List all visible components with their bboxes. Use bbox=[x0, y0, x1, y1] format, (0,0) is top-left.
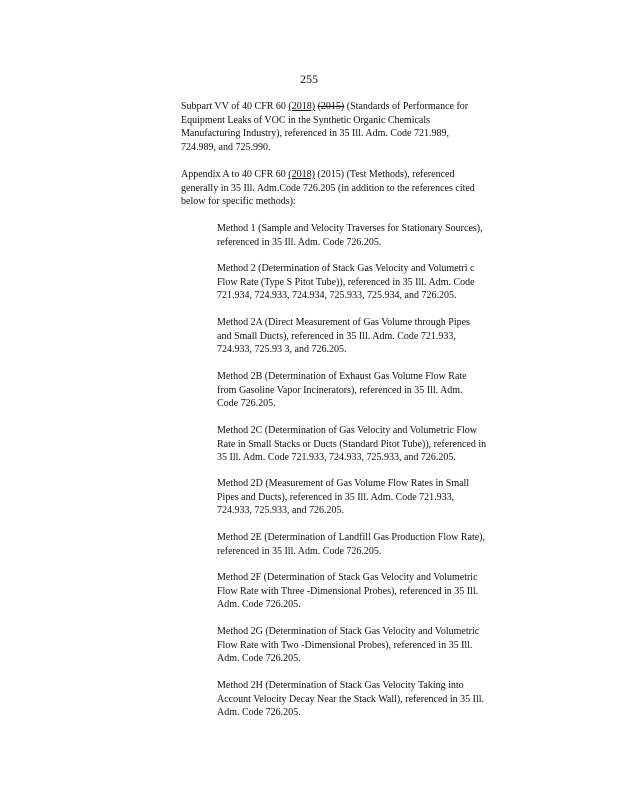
paragraph-line: Manufacturing Industry), referenced in 35 Ill. Adm. Code 721.989, bbox=[181, 128, 449, 140]
paragraph-line: Pipes and Ducts), referenced in 35 Ill. Adm. Code 721.933, bbox=[217, 491, 455, 503]
method-2-paragraph bbox=[217, 262, 539, 303]
paragraph-line: below for specific methods): bbox=[181, 196, 296, 208]
text: (2015) (Test Methods), referenced bbox=[314, 169, 455, 180]
page-number: 255 bbox=[300, 72, 318, 86]
paragraph-line: Method 2B (Determination of Exhaust Gas Volume Flow Rate bbox=[217, 371, 467, 382]
subpart-vv-paragraph bbox=[181, 100, 531, 154]
paragraph-line: Flow Rate with Two -Dimensional Probes), referenced in 35 Ill. bbox=[217, 639, 473, 651]
paragraph-line: Method 2H (Determination of Stack Gas Velocity Taking into bbox=[217, 680, 464, 691]
paragraph-line: Method 2C (Determination of Gas Velocity and Volumetric Flow bbox=[217, 425, 477, 436]
method-2g-paragraph bbox=[217, 625, 539, 666]
paragraph-line: Equipment Leaks of VOC in the Synthetic Organic Chemicals bbox=[181, 114, 431, 126]
method-2c-paragraph bbox=[217, 424, 539, 465]
method-2e-paragraph bbox=[217, 531, 539, 558]
method-2d-paragraph bbox=[217, 477, 539, 518]
paragraph-line bbox=[181, 168, 531, 182]
paragraph-line: and Small Ducts), referenced in 35 Ill. Adm. Code 721.933, bbox=[217, 330, 456, 342]
text: Appendix A to 40 CFR 60 bbox=[181, 169, 289, 180]
paragraph-line: Method 1 (Sample and Velocity Traverses for Stationary Sources), bbox=[217, 223, 483, 234]
paragraph-line: Adm. Code 726.205. bbox=[217, 653, 301, 665]
paragraph-line: Method 2E (Determination of Landfill Gas Production Flow Rate), bbox=[217, 532, 486, 543]
paragraph-line: 35 Ill. Adm. Code 721.933, 724.933, 725.933, and 726.205. bbox=[217, 452, 456, 464]
method-1-paragraph bbox=[217, 222, 539, 249]
method-2f-paragraph bbox=[217, 571, 539, 612]
paragraph-line: Flow Rate (Type S Pitot Tube)), referenced in 35 Ill. Adm. Code bbox=[217, 276, 475, 288]
paragraph-line: 724.933, 725.933, and 726.205. bbox=[217, 505, 344, 517]
paragraph-line: 721.934, 724.933, 724.934, 725.933, 725.934, and 726.205. bbox=[217, 290, 457, 302]
paragraph-line: referenced in 35 Ill. Adm. Code 726.205. bbox=[217, 545, 382, 557]
paragraph-line: Method 2G (Determination of Stack Gas Velocity and Volumetric bbox=[217, 626, 480, 637]
paragraph-line: Code 726.205. bbox=[217, 398, 276, 410]
method-2b-paragraph bbox=[217, 370, 539, 411]
paragraph-line bbox=[181, 100, 531, 114]
paragraph-line: Method 2A (Direct Measurement of Gas Volume through Pipes bbox=[217, 317, 470, 328]
paragraph-line: generally in 35 Ill. Adm.Code 726.205 (in addition to the references cited bbox=[181, 182, 475, 194]
paragraph-line: Method 2F (Determination of Stack Gas Velocity and Volumetric bbox=[217, 572, 478, 583]
paragraph-line: 724.989, and 725.990. bbox=[181, 141, 271, 153]
text: (Standards of Performance for bbox=[346, 101, 469, 112]
paragraph-line: from Gasoline Vapor Incinerators), referenced in 35 Ill. Adm. bbox=[217, 384, 463, 396]
paragraph-line: referenced in 35 Ill. Adm. Code 726.205. bbox=[217, 236, 382, 248]
inserted-text: (2018) bbox=[288, 169, 315, 180]
paragraph-line: Method 2D (Measurement of Gas Volume Flow Rates in Small bbox=[217, 478, 470, 489]
paragraph-line: 724.933, 725.93 3, and 726.205. bbox=[217, 344, 347, 356]
method-2h-paragraph bbox=[217, 679, 539, 720]
paragraph-line: Method 2 (Determination of Stack Gas Velocity and Volumetri c bbox=[217, 263, 475, 274]
appendix-a-paragraph bbox=[181, 168, 531, 209]
inserted-text: (2018) bbox=[288, 101, 316, 112]
paragraph-line: Rate in Small Stacks or Ducts (Standard Pitot Tube)), referenced in bbox=[217, 438, 487, 450]
paragraph-line: Adm. Code 726.205. bbox=[217, 707, 301, 719]
text: Subpart VV of 40 CFR 60 bbox=[181, 101, 289, 112]
paragraph-line: Adm. Code 726.205. bbox=[217, 599, 301, 611]
deleted-text: (2015) bbox=[317, 101, 345, 112]
paragraph-line: Flow Rate with Three -Dimensional Probes), referenced in 35 Ill. bbox=[217, 585, 479, 597]
method-2a-paragraph bbox=[217, 316, 539, 357]
paragraph-line: Account Velocity Decay Near the Stack Wall), referenced in 35 Ill. bbox=[217, 693, 485, 705]
